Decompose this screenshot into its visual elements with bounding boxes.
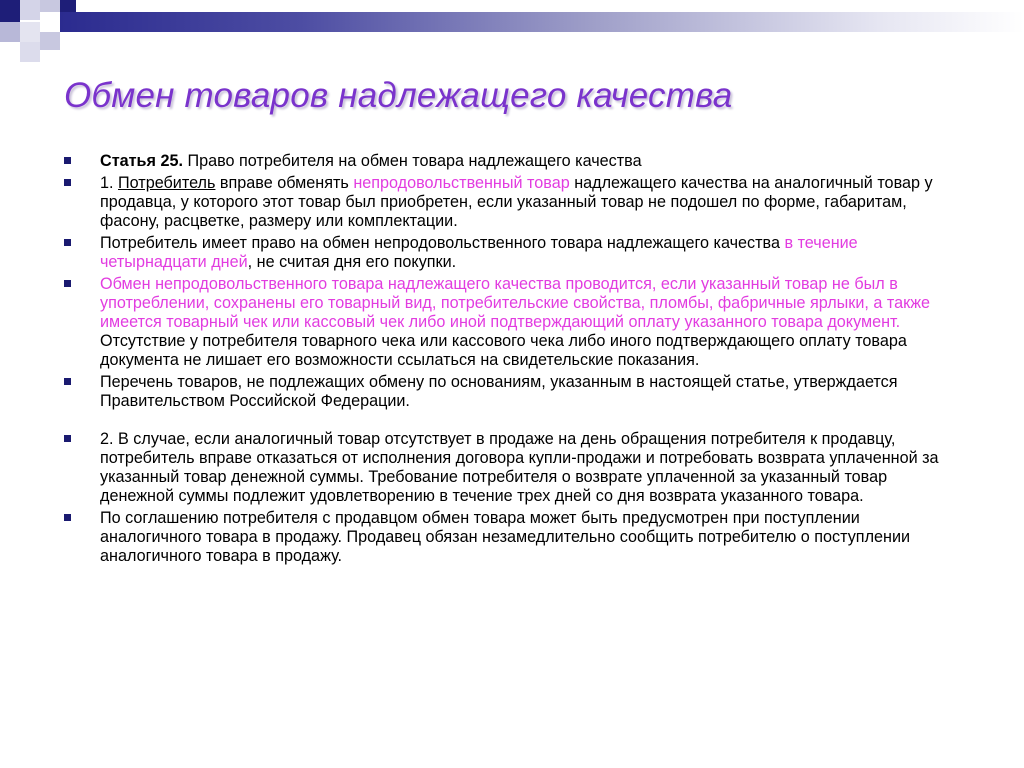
decor-square <box>20 0 40 20</box>
decor-square <box>40 0 60 12</box>
decor-square <box>0 0 20 22</box>
list-item <box>64 509 964 566</box>
decor-square <box>40 32 60 50</box>
item-text: Отсутствие у потребителя товарного чека или кассового чека либо иного подтверждающего оплату товара документа не лишает его возможности ссылаться на свидетельские показания. <box>100 332 907 369</box>
item-text: По соглашению потребителя с продавцом обмен товара может быть предусмотрен при поступлении аналогичного товара в продажу. Продавец обязан незамедлительно сообщить потребителю о поступлении аналогичного товара в продажу. <box>100 509 911 565</box>
underlined-term: Потребитель <box>118 174 216 192</box>
item-text: , не считая дня его покупки. <box>247 253 457 271</box>
decor-square <box>60 0 76 12</box>
item-text: Потребитель имеет право на обмен непродовольственного товара надлежащего качества <box>100 234 785 252</box>
highlighted-text: в течение четырнадцати дней <box>100 234 858 271</box>
list-item <box>64 234 964 272</box>
slide-title: Обмен товаров надлежащего качества <box>64 76 733 115</box>
highlighted-text: Обмен непродовольственного товара надлежащего качества проводится, если указанный товар не был в употреблении, сохранены его товарный вид, потребительские свойства, пломбы, фабричные ярлыки, а также имеется товарный чек или кассовый чек либо иной подтверждающий оплату указанного товара документ. <box>100 275 931 331</box>
article-number: Статья 25. <box>100 152 183 170</box>
item-text: вправе обменять <box>215 174 354 192</box>
highlighted-text: непродовольственный товар <box>353 174 570 192</box>
header-decoration <box>0 0 1024 70</box>
item-text: 2. В случае, если аналогичный товар отсутствует в продаже на день обращения потребителя к продавцу, потребитель вправе отказаться от исполнения договора купли-продажи и потребовать возврата уплаченной за указанный товар денежной суммы. Требование потребителя о возврате уплаченной за указанный товар денежной суммы подлежит удовлетворению в течение трех дней со дня возврата указанного товара. <box>100 430 939 505</box>
bullet-list <box>64 152 964 569</box>
item-text: 1. <box>100 174 118 192</box>
decor-square <box>40 12 60 32</box>
list-item <box>64 152 964 171</box>
list-item <box>64 373 964 411</box>
item-text: Перечень товаров, не подлежащих обмену по основаниям, указанным в настоящей статье, утверждается Правительством Российской Федерации. <box>100 373 898 410</box>
square-bullet-icon <box>64 239 71 246</box>
decor-square <box>20 22 40 42</box>
decor-square <box>0 22 20 42</box>
square-bullet-icon <box>64 435 71 442</box>
list-item <box>64 275 964 370</box>
article-heading: Право потребителя на обмен товара надлежащего качества <box>182 152 642 170</box>
square-bullet-icon <box>64 378 71 385</box>
square-bullet-icon <box>64 514 71 521</box>
header-gradient-bar <box>60 12 1024 32</box>
list-item <box>64 430 964 506</box>
square-bullet-icon <box>64 157 71 164</box>
item-text: надлежащего качества на аналогичный товар у продавца, у которого этот товар был приобретен, если указанный товар не подошел по форме, габаритам, фасону, расцветке, размеру или комплектации. <box>100 174 933 230</box>
square-bullet-icon <box>64 179 71 186</box>
list-item <box>64 174 964 231</box>
square-bullet-icon <box>64 280 71 287</box>
decor-square <box>20 42 40 62</box>
